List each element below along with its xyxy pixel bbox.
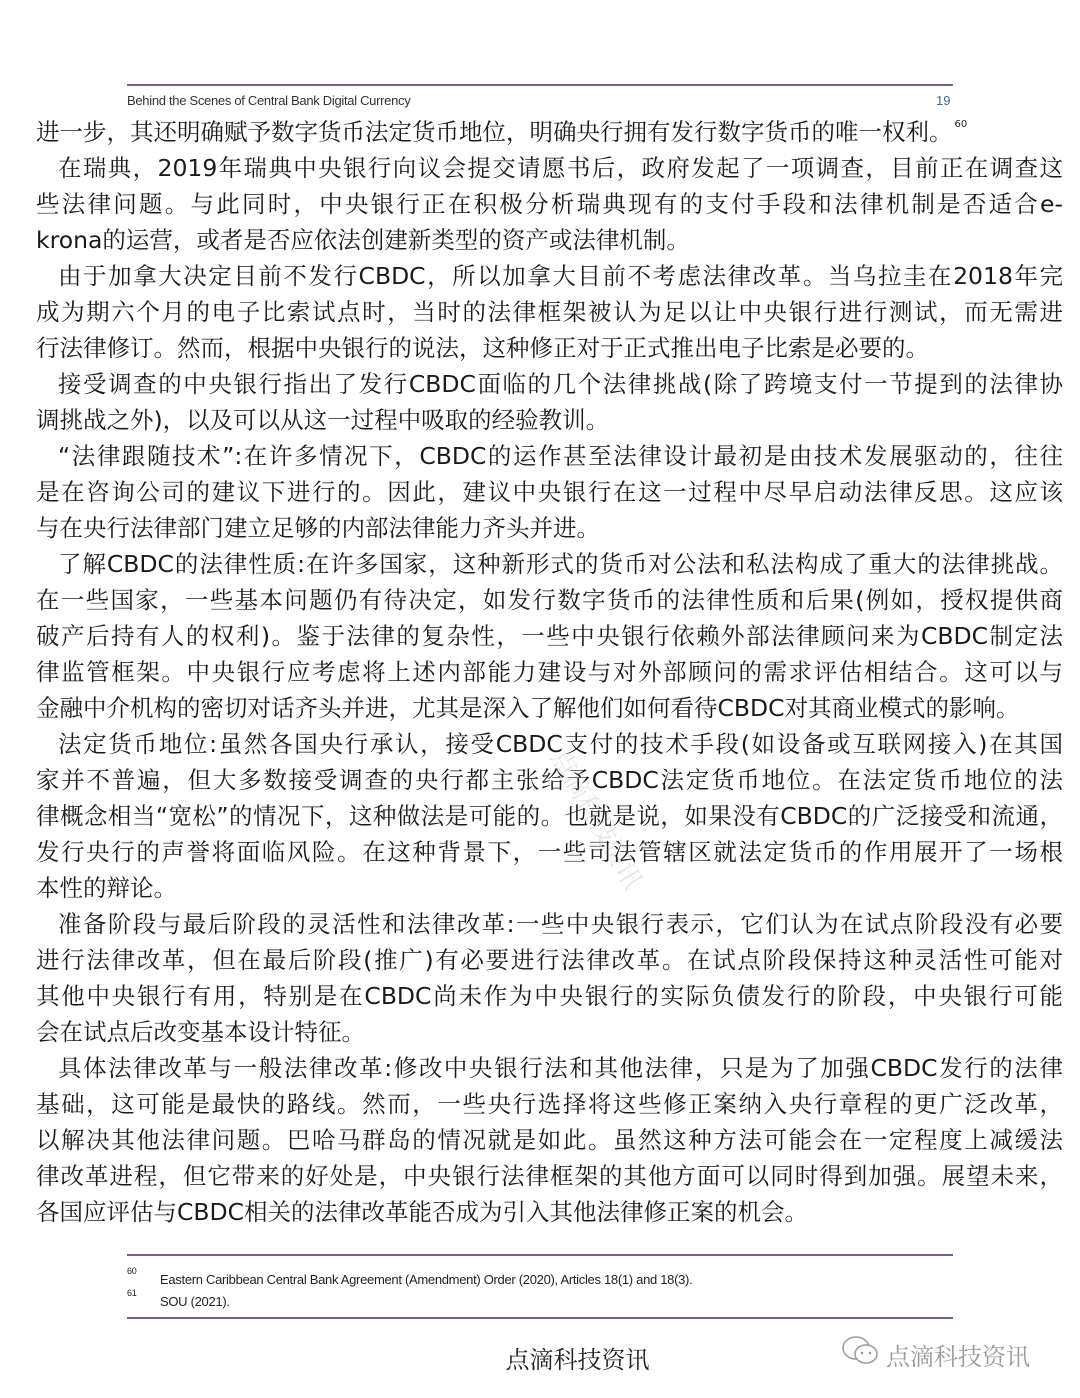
line-text: 由于加拿大决定目前不发行CBDC，所以加拿大目前不考虑法律改革。当乌拉圭在2018年完 — [58, 262, 1063, 290]
line-text: 行法律修订。然而，根据中央银行的说法，这种修正对于正式推出电子比索是必要的。 — [36, 334, 929, 362]
line-text: 些法律问题。与此同时，中央银行正在积极分析瑞典现有的支付手段和法律机制是否适合e- — [36, 190, 1063, 218]
wechat-icon — [840, 1334, 880, 1374]
line-text: 律概念相当“宽松”的情况下，这种做法是可能的。也就是说，如果没有CBDC的广泛接受和流通， — [36, 802, 1063, 830]
line-text: 各国应评估与CBDC相关的法律改革能否成为引入其他法律修正案的机会。 — [36, 1198, 809, 1226]
text-line — [36, 150, 1063, 186]
line-text: 以解决其他法律问题。巴哈马群岛的情况就是如此。虽然这种方法可能会在一定程度上减缓法 — [36, 1126, 1063, 1154]
footnote-rule-bottom — [127, 1317, 953, 1319]
text-line — [36, 906, 1063, 942]
footnote-text: SOU (2021). — [160, 1294, 230, 1309]
line-text: 律改革进程，但它带来的好处是，中央银行法律框架的其他方面可以同时得到加强。展望未来， — [36, 1162, 1063, 1190]
footnote-rule-top — [127, 1254, 953, 1256]
line-text: 在瑞典，2019年瑞典中央银行向议会提交请愿书后，政府发起了一项调查，目前正在调查这 — [58, 154, 1063, 182]
text-line — [36, 582, 1063, 618]
text-line — [36, 654, 1063, 690]
body-text — [36, 114, 1063, 1230]
page-number: 19 — [936, 93, 951, 108]
line-text: 破产后持有人的权利)。鉴于法律的复杂性，一些中央银行依赖外部法律顾问来为CBDC制定法 — [36, 622, 1063, 650]
watermark-text: 点滴科技资讯 — [886, 1342, 1030, 1371]
line-text: 律监管框架。中央银行应考虑将上述内部能力建设与对外部顾问的需求评估相结合。这可以与 — [36, 658, 1063, 686]
diagonal-watermark: 点滴科技资讯 — [543, 744, 648, 895]
text-line — [36, 114, 1063, 150]
wechat-watermark — [840, 1334, 1030, 1374]
line-text: 发行央行的声誉将面临风险。在这种背景下，一些司法管辖区就法定货币的作用展开了一场根 — [36, 838, 1063, 866]
line-text: 接受调查的中央银行指出了发行CBDC面临的几个法律挑战(除了跨境支付一节提到的法律协 — [58, 370, 1063, 398]
line-text: 调挑战之外)，以及可以从这一过程中吸取的经验教训。 — [36, 406, 610, 434]
text-line — [36, 186, 1063, 222]
text-line — [36, 546, 1063, 582]
footnote-number: 61 — [127, 1288, 137, 1298]
line-text: 在一些国家，一些基本问题仍有待决定，如发行数字货币的法律性质和后果(例如，授权提供商 — [36, 586, 1063, 614]
text-line — [36, 978, 1063, 1014]
line-text: 家并不普遍，但大多数接受调查的央行都主张给予CBDC法定货币地位。在法定货币地位的法 — [36, 766, 1063, 794]
text-line — [36, 366, 1063, 402]
line-text: 准备阶段与最后阶段的灵活性和法律改革:一些中央银行表示，它们认为在试点阶段没有必要 — [58, 910, 1063, 938]
text-line — [36, 618, 1063, 654]
footnote-number: 60 — [127, 1266, 137, 1276]
text-line — [36, 1014, 1063, 1050]
line-text: 法定货币地位:虽然各国央行承认，接受CBDC支付的技术手段(如设备或互联网接入)在其国 — [58, 730, 1063, 758]
line-text: 是在咨询公司的建议下进行的。因此，建议中央银行在这一过程中尽早启动法律反思。这应该 — [36, 478, 1063, 506]
text-line — [36, 258, 1063, 294]
line-text: 会在试点后改变基本设计特征。 — [36, 1018, 365, 1046]
line-text: 其他中央银行有用，特别是在CBDC尚未作为中央银行的实际负债发行的阶段，中央银行可能 — [36, 982, 1063, 1010]
text-line — [36, 474, 1063, 510]
footnote-text: Eastern Caribbean Central Bank Agreement (Amendment) Order (2020), Articles 18(1) and 18(3). — [160, 1272, 693, 1287]
text-line — [36, 330, 1063, 366]
text-line — [36, 870, 1063, 906]
text-line — [36, 402, 1063, 438]
text-line — [36, 294, 1063, 330]
line-text: 基础，这可能是最快的路线。然而，一些央行选择将这些修正案纳入央行章程的更广泛改革， — [36, 1090, 1063, 1118]
text-line — [36, 942, 1063, 978]
line-text: 进一步，其还明确赋予数字货币法定货币地位，明确央行拥有发行数字货币的唯一权利。 — [36, 118, 953, 146]
text-line — [36, 690, 1063, 726]
line-text: 本性的辩论。 — [36, 874, 177, 902]
line-text: 进行法律改革，但在最后阶段(推广)有必要进行法律改革。在试点阶段保持这种灵活性可能对 — [36, 946, 1063, 974]
text-line — [36, 510, 1063, 546]
line-text: “法律跟随技术”:在许多情况下，CBDC的运作甚至法律设计最初是由技术发展驱动的，往往 — [58, 442, 1063, 470]
footer-caption: 点滴科技资讯 — [505, 1346, 650, 1374]
text-line — [36, 834, 1063, 870]
line-text: 具体法律改革与一般法律改革:修改中央银行法和其他法律，只是为了加强CBDC发行的法律 — [58, 1054, 1063, 1082]
header-rule — [127, 84, 953, 86]
text-line — [36, 1194, 1063, 1230]
text-line — [36, 438, 1063, 474]
line-text: 了解CBDC的法律性质:在许多国家，这种新形式的货币对公法和私法构成了重大的法律挑战。 — [58, 550, 1063, 578]
line-text: 成为期六个月的电子比索试点时，当时的法律框架被认为足以让中央银行进行测试，而无需进 — [36, 298, 1063, 326]
footnote-ref[interactable]: 60 — [954, 119, 968, 130]
text-line — [36, 1050, 1063, 1086]
text-line — [36, 1158, 1063, 1194]
line-text: krona的运营，或者是否应依法创建新类型的资产或法律机制。 — [36, 226, 690, 254]
text-line — [36, 1086, 1063, 1122]
line-text: 与在央行法律部门建立足够的内部法律能力齐头并进。 — [36, 514, 600, 542]
text-line — [36, 1122, 1063, 1158]
text-line — [36, 798, 1063, 834]
line-text: 金融中介机构的密切对话齐头并进，尤其是深入了解他们如何看待CBDC对其商业模式的影响。 — [36, 694, 1020, 722]
running-header: Behind the Scenes of Central Bank Digital Currency — [127, 93, 411, 108]
text-line — [36, 222, 1063, 258]
